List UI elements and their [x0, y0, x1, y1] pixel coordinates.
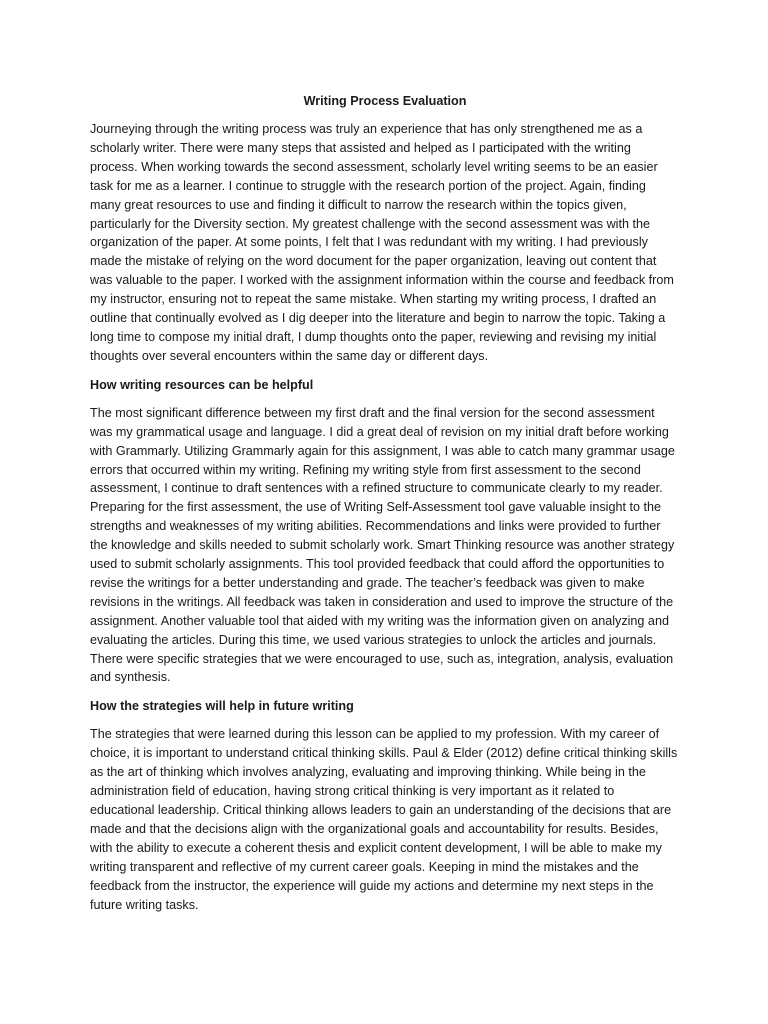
section-heading-resources: How writing resources can be helpful — [90, 377, 314, 392]
document-page — [90, 92, 680, 924]
section-heading-strategies: How the strategies will help in future writing — [90, 699, 354, 714]
document-title: Writing Process Evaluation — [303, 94, 467, 108]
section-body-strategies: The strategies that were learned during this lesson can be applied to my profession. With my career of choice, it is important to understand critical thinking skills. Paul & Elder (2012) define critical thinking skills as the art of thinking which involves analyzing, evaluating and improving thinking. While being in the administration field of education, having strong critical thinking is very important as it related to educational leadership. Critical thinking allows leaders to gain an understanding of the decisions that are made and that the decisions align with the organizational goals and accountability for results. Besides, with the ability to execute a coherent thesis and explicit content development, I will be able to make my writing transparent and reflective of my current career goals. Keeping in mind the mistakes and the feedback from the instructor, the experience will guide my actions and determine my next steps in the future writing tasks. — [90, 727, 678, 912]
section-body-resources: The most significant difference between my first draft and the final version for the second assessment was my grammatical usage and language. I did a great deal of revision on my initial draft before working with Grammarly. Utilizing Grammarly again for this assignment, I was able to catch many grammar usage errors that occurred within my writing. Refining my writing style from first assessment to the second assessment, I continue to draft sentences with a refined structure to communicate clearly to my reader. Preparing for the first assessment, the use of Writing Self-Assessment tool gave valuable insight to the strengths and weaknesses of my writing abilities. Recommendations and links were provided to further the knowledge and skills needed to submit scholarly work. Smart Thinking resource was another strategy used to submit scholarly assignments. This tool provided feedback that could afford the opportunities to revise the writings for a better understanding and grade. The teacher’s feedback was given to make revisions in the writings. All feedback was taken in consideration and used to improve the structure of the assignment. Another valuable tool that aided with my writing was the information given on analyzing and evaluating the articles. During this time, we used various strategies to unlock the articles and journals. There were specific strategies that we were encouraged to use, such as, integration, analysis, evaluation and synthesis. — [90, 405, 675, 685]
intro-paragraph: Journeying through the writing process was truly an experience that has only strengthened me as a scholarly writer. There were many steps that assisted and helped as I participated with the writing process. When working towards the second assessment, scholarly level writing seems to be an easier task for me as a learner. I continue to struggle with the research portion of the project. Again, finding many great resources to use and finding it difficult to narrow the research within the topics given, particularly for the Diversity section. My greatest challenge with the second assessment was with the organization of the paper. At some points, I felt that I was redundant with my writing. I had previously made the mistake of relying on the word document for the paper organization, leaving out content that was valuable to the paper. I worked with the assignment information within the course and feedback from my instructor, ensuring not to repeat the same mistake. When starting my writing process, I drafted an outline that continually evolved as I dig deeper into the literature and begin to narrow the topic. Taking a long time to compose my initial draft, I dump thoughts onto the paper, reviewing and revising my initial thoughts over several encounters within the same day or different days. — [90, 122, 674, 363]
